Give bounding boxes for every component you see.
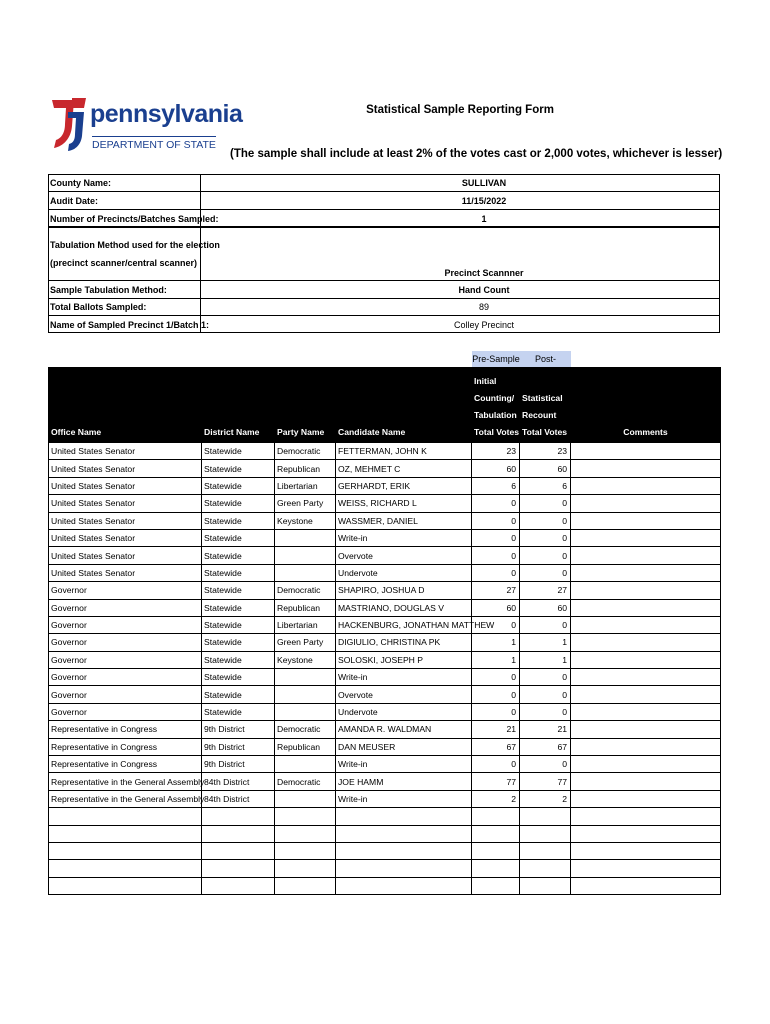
audit-date-label: Audit Date: [50, 196, 98, 206]
candidate-cell: FETTERMAN, JOHN K [336, 443, 472, 460]
recount-votes-cell: 23 [520, 443, 571, 460]
table-row [49, 808, 721, 825]
sample-method-value: Hand Count [458, 285, 510, 295]
comments-cell [571, 495, 721, 512]
district-cell: 9th District [202, 721, 275, 738]
candidate-cell: DIGIULIO, CHRISTINA PK [336, 634, 472, 651]
table-row [49, 825, 721, 842]
district-cell: Statewide [202, 599, 275, 616]
initial-votes-cell: 0 [472, 703, 520, 720]
candidate-cell: WEISS, RICHARD L [336, 495, 472, 512]
district-cell [202, 825, 275, 842]
district-cell: Statewide [202, 582, 275, 599]
sample-method-label: Sample Tabulation Method: [50, 285, 167, 295]
district-cell: 9th District [202, 756, 275, 773]
office-cell: United States Senator [49, 495, 202, 512]
candidate-cell [336, 825, 472, 842]
district-cell: 84th District [202, 790, 275, 807]
candidate-cell: AMANDA R. WALDMAN [336, 721, 472, 738]
table-row [49, 686, 721, 703]
party-cell: Democratic [275, 721, 336, 738]
pre-sample-header: Pre-Sample [472, 351, 520, 367]
comments-cell [571, 547, 721, 564]
candidate-cell: GERHARDT, ERIK [336, 477, 472, 494]
recount-votes-cell [520, 842, 571, 859]
candidate-cell: JOE HAMM [336, 773, 472, 790]
comments-cell [571, 616, 721, 633]
recount-votes-cell: 0 [520, 564, 571, 581]
recount-votes-cell: 2 [520, 790, 571, 807]
party-cell: Democratic [275, 773, 336, 790]
col-recount-votes: Statistical Recount Total Votes [520, 368, 571, 443]
comments-cell [571, 773, 721, 790]
office-cell: Governor [49, 599, 202, 616]
form-note: (The sample shall include at least 2% of the votes cast or 2,000 votes, whichever is lesser) [230, 148, 723, 160]
initial-votes-cell: 0 [472, 669, 520, 686]
recount-votes-cell: 1 [520, 634, 571, 651]
table-row [49, 460, 721, 477]
party-cell [275, 669, 336, 686]
comments-cell [571, 529, 721, 546]
office-cell: United States Senator [49, 547, 202, 564]
comments-cell [571, 477, 721, 494]
office-cell [49, 877, 202, 894]
office-cell: Governor [49, 651, 202, 668]
table-row [49, 669, 721, 686]
col-district: District Name [202, 368, 275, 443]
table-row [49, 512, 721, 529]
precinct-name-value: Colley Precinct [453, 320, 515, 330]
office-cell: Governor [49, 703, 202, 720]
recount-votes-cell: 0 [520, 686, 571, 703]
office-cell [49, 860, 202, 877]
office-cell: Governor [49, 634, 202, 651]
comments-cell [571, 790, 721, 807]
keystone-logo-icon [50, 96, 88, 152]
info-line [48, 209, 720, 210]
col-office: Office Name [49, 368, 202, 443]
recount-votes-cell [520, 877, 571, 894]
initial-votes-cell [472, 808, 520, 825]
comments-cell [571, 582, 721, 599]
party-cell: Keystone [275, 651, 336, 668]
office-cell [49, 825, 202, 842]
county-value: SULLIVAN [461, 178, 507, 188]
initial-votes-cell [472, 877, 520, 894]
comments-cell [571, 825, 721, 842]
office-cell: United States Senator [49, 443, 202, 460]
table-row [49, 756, 721, 773]
recount-votes-cell: 27 [520, 582, 571, 599]
party-cell: Democratic [275, 443, 336, 460]
initial-votes-cell [472, 825, 520, 842]
candidate-cell [336, 877, 472, 894]
info-line [48, 298, 720, 299]
party-cell: Democratic [275, 582, 336, 599]
district-cell: Statewide [202, 495, 275, 512]
candidate-cell: Write-in [336, 790, 472, 807]
audit-date-value: 11/15/2022 [461, 196, 507, 206]
initial-votes-cell: 0 [472, 564, 520, 581]
logo-wordmark: pennsylvania [90, 100, 243, 128]
candidate-cell: WASSMER, DANIEL [336, 512, 472, 529]
initial-votes-cell: 0 [472, 495, 520, 512]
district-cell: 84th District [202, 773, 275, 790]
office-cell: Representative in the General Assembly [49, 773, 202, 790]
office-cell: Representative in Congress [49, 721, 202, 738]
initial-votes-cell: 1 [472, 634, 520, 651]
comments-cell [571, 808, 721, 825]
initial-votes-cell: 21 [472, 721, 520, 738]
table-row [49, 773, 721, 790]
party-cell: Libertarian [275, 616, 336, 633]
recount-votes-cell: 6 [520, 477, 571, 494]
recount-votes-cell: 0 [520, 512, 571, 529]
party-cell [275, 756, 336, 773]
candidate-cell: Overvote [336, 547, 472, 564]
district-cell: Statewide [202, 477, 275, 494]
recount-votes-cell: 0 [520, 616, 571, 633]
table-row [49, 564, 721, 581]
office-cell [49, 842, 202, 859]
table-row [49, 599, 721, 616]
recount-votes-cell: 0 [520, 756, 571, 773]
recount-votes-cell: 0 [520, 529, 571, 546]
info-line [48, 280, 720, 281]
tabulation-method-value: Precinct Scannner [444, 268, 524, 278]
office-cell: United States Senator [49, 512, 202, 529]
comments-cell [571, 512, 721, 529]
precincts-value: 1 [481, 214, 487, 224]
results-table [48, 367, 721, 895]
candidate-cell: Undervote [336, 703, 472, 720]
office-cell: United States Senator [49, 564, 202, 581]
logo-department: DEPARTMENT OF STATE [92, 136, 216, 151]
initial-votes-cell: 0 [472, 756, 520, 773]
recount-votes-cell: 60 [520, 460, 571, 477]
candidate-cell: Overvote [336, 686, 472, 703]
table-row [49, 634, 721, 651]
party-cell [275, 564, 336, 581]
party-cell: Keystone [275, 512, 336, 529]
district-cell [202, 877, 275, 894]
office-cell: Governor [49, 686, 202, 703]
comments-cell [571, 599, 721, 616]
initial-votes-cell: 0 [472, 512, 520, 529]
candidate-cell [336, 842, 472, 859]
candidate-cell: SOLOSKI, JOSEPH P [336, 651, 472, 668]
district-cell: Statewide [202, 616, 275, 633]
district-cell: Statewide [202, 651, 275, 668]
party-cell [275, 686, 336, 703]
initial-votes-cell: 77 [472, 773, 520, 790]
party-cell [275, 808, 336, 825]
comments-cell [571, 703, 721, 720]
comments-cell [571, 860, 721, 877]
office-cell: Governor [49, 582, 202, 599]
comments-cell [571, 842, 721, 859]
district-cell: Statewide [202, 634, 275, 651]
info-line [48, 315, 720, 316]
recount-votes-cell: 0 [520, 547, 571, 564]
comments-cell [571, 564, 721, 581]
district-cell: Statewide [202, 460, 275, 477]
table-row [49, 495, 721, 512]
office-cell: Governor [49, 669, 202, 686]
table-row [49, 443, 721, 460]
recount-votes-cell: 67 [520, 738, 571, 755]
district-cell: Statewide [202, 512, 275, 529]
district-cell: Statewide [202, 669, 275, 686]
party-cell [275, 529, 336, 546]
party-cell: Libertarian [275, 477, 336, 494]
party-cell: Green Party [275, 495, 336, 512]
party-cell [275, 877, 336, 894]
recount-votes-cell: 0 [520, 703, 571, 720]
initial-votes-cell [472, 842, 520, 859]
district-cell: Statewide [202, 547, 275, 564]
candidate-cell: Write-in [336, 756, 472, 773]
col-initial-votes: Initial Counting/ Tabulation Total Votes [472, 368, 520, 443]
table-row [49, 842, 721, 859]
comments-cell [571, 443, 721, 460]
initial-votes-cell: 60 [472, 460, 520, 477]
district-cell: Statewide [202, 703, 275, 720]
party-cell: Green Party [275, 634, 336, 651]
initial-votes-cell [472, 860, 520, 877]
initial-votes-cell: 27 [472, 582, 520, 599]
comments-cell [571, 460, 721, 477]
district-cell: 9th District [202, 738, 275, 755]
initial-votes-cell: 67 [472, 738, 520, 755]
candidate-cell [336, 808, 472, 825]
precinct-name-label: Name of Sampled Precinct 1/Batch 1: [50, 320, 210, 330]
party-cell: Republican [275, 738, 336, 755]
post-sample-header: Post- [520, 351, 571, 367]
pennsylvania-logo [50, 96, 243, 156]
district-cell [202, 808, 275, 825]
recount-votes-cell [520, 825, 571, 842]
recount-votes-cell: 0 [520, 669, 571, 686]
initial-votes-cell: 1 [472, 651, 520, 668]
initial-votes-cell: 2 [472, 790, 520, 807]
party-cell [275, 860, 336, 877]
district-cell [202, 842, 275, 859]
comments-cell [571, 756, 721, 773]
office-cell: Representative in Congress [49, 738, 202, 755]
district-cell [202, 860, 275, 877]
candidate-cell: HACKENBURG, JONATHAN MATTHEW [336, 616, 472, 633]
party-cell [275, 703, 336, 720]
table-row [49, 477, 721, 494]
info-line [48, 191, 720, 192]
recount-votes-cell: 1 [520, 651, 571, 668]
initial-votes-cell: 23 [472, 443, 520, 460]
candidate-cell: Write-in [336, 529, 472, 546]
comments-cell [571, 738, 721, 755]
total-ballots-value: 89 [478, 302, 489, 312]
office-cell: United States Senator [49, 460, 202, 477]
table-row [49, 721, 721, 738]
candidate-cell: MASTRIANO, DOUGLAS V [336, 599, 472, 616]
party-cell [275, 790, 336, 807]
candidate-cell [336, 860, 472, 877]
table-row [49, 651, 721, 668]
comments-cell [571, 877, 721, 894]
county-label: County Name: [50, 178, 112, 188]
table-row [49, 703, 721, 720]
table-row [49, 738, 721, 755]
recount-votes-cell: 60 [520, 599, 571, 616]
party-cell [275, 825, 336, 842]
district-cell: Statewide [202, 529, 275, 546]
table-header-row [49, 368, 721, 443]
initial-votes-cell: 0 [472, 547, 520, 564]
table-row [49, 582, 721, 599]
tabulation-method-label-2: (precinct scanner/central scanner) [50, 258, 198, 268]
party-cell [275, 547, 336, 564]
district-cell: Statewide [202, 686, 275, 703]
initial-votes-cell: 0 [472, 616, 520, 633]
initial-votes-cell: 6 [472, 477, 520, 494]
recount-votes-cell [520, 808, 571, 825]
comments-cell [571, 651, 721, 668]
precincts-label: Number of Precincts/Batches Sampled: [50, 214, 219, 224]
recount-votes-cell: 21 [520, 721, 571, 738]
tabulation-method-label: Tabulation Method used for the election [50, 240, 220, 250]
col-party: Party Name [275, 368, 336, 443]
candidate-cell: SHAPIRO, JOSHUA D [336, 582, 472, 599]
table-row [49, 860, 721, 877]
district-cell: Statewide [202, 443, 275, 460]
initial-votes-cell: 60 [472, 599, 520, 616]
table-row [49, 877, 721, 894]
comments-cell [571, 669, 721, 686]
party-cell: Republican [275, 460, 336, 477]
party-cell: Republican [275, 599, 336, 616]
col-comments: Comments [571, 368, 721, 443]
comments-cell [571, 686, 721, 703]
candidate-cell: Undervote [336, 564, 472, 581]
table-row [49, 547, 721, 564]
district-cell: Statewide [202, 564, 275, 581]
recount-votes-cell [520, 860, 571, 877]
comments-cell [571, 721, 721, 738]
office-cell: Governor [49, 616, 202, 633]
col-candidate: Candidate Name [336, 368, 472, 443]
office-cell: Representative in the General Assembly [49, 790, 202, 807]
initial-votes-cell: 0 [472, 529, 520, 546]
recount-votes-cell: 77 [520, 773, 571, 790]
initial-votes-cell: 0 [472, 686, 520, 703]
office-cell: United States Senator [49, 529, 202, 546]
candidate-cell: Write-in [336, 669, 472, 686]
office-cell [49, 808, 202, 825]
candidate-cell: DAN MEUSER [336, 738, 472, 755]
recount-votes-cell: 0 [520, 495, 571, 512]
candidate-cell: OZ, MEHMET C [336, 460, 472, 477]
total-ballots-label: Total Ballots Sampled: [50, 302, 147, 312]
party-cell [275, 842, 336, 859]
office-cell: Representative in Congress [49, 756, 202, 773]
table-row [49, 616, 721, 633]
comments-cell [571, 634, 721, 651]
table-row [49, 790, 721, 807]
table-row [49, 529, 721, 546]
form-title: Statistical Sample Reporting Form [366, 104, 554, 116]
office-cell: United States Senator [49, 477, 202, 494]
